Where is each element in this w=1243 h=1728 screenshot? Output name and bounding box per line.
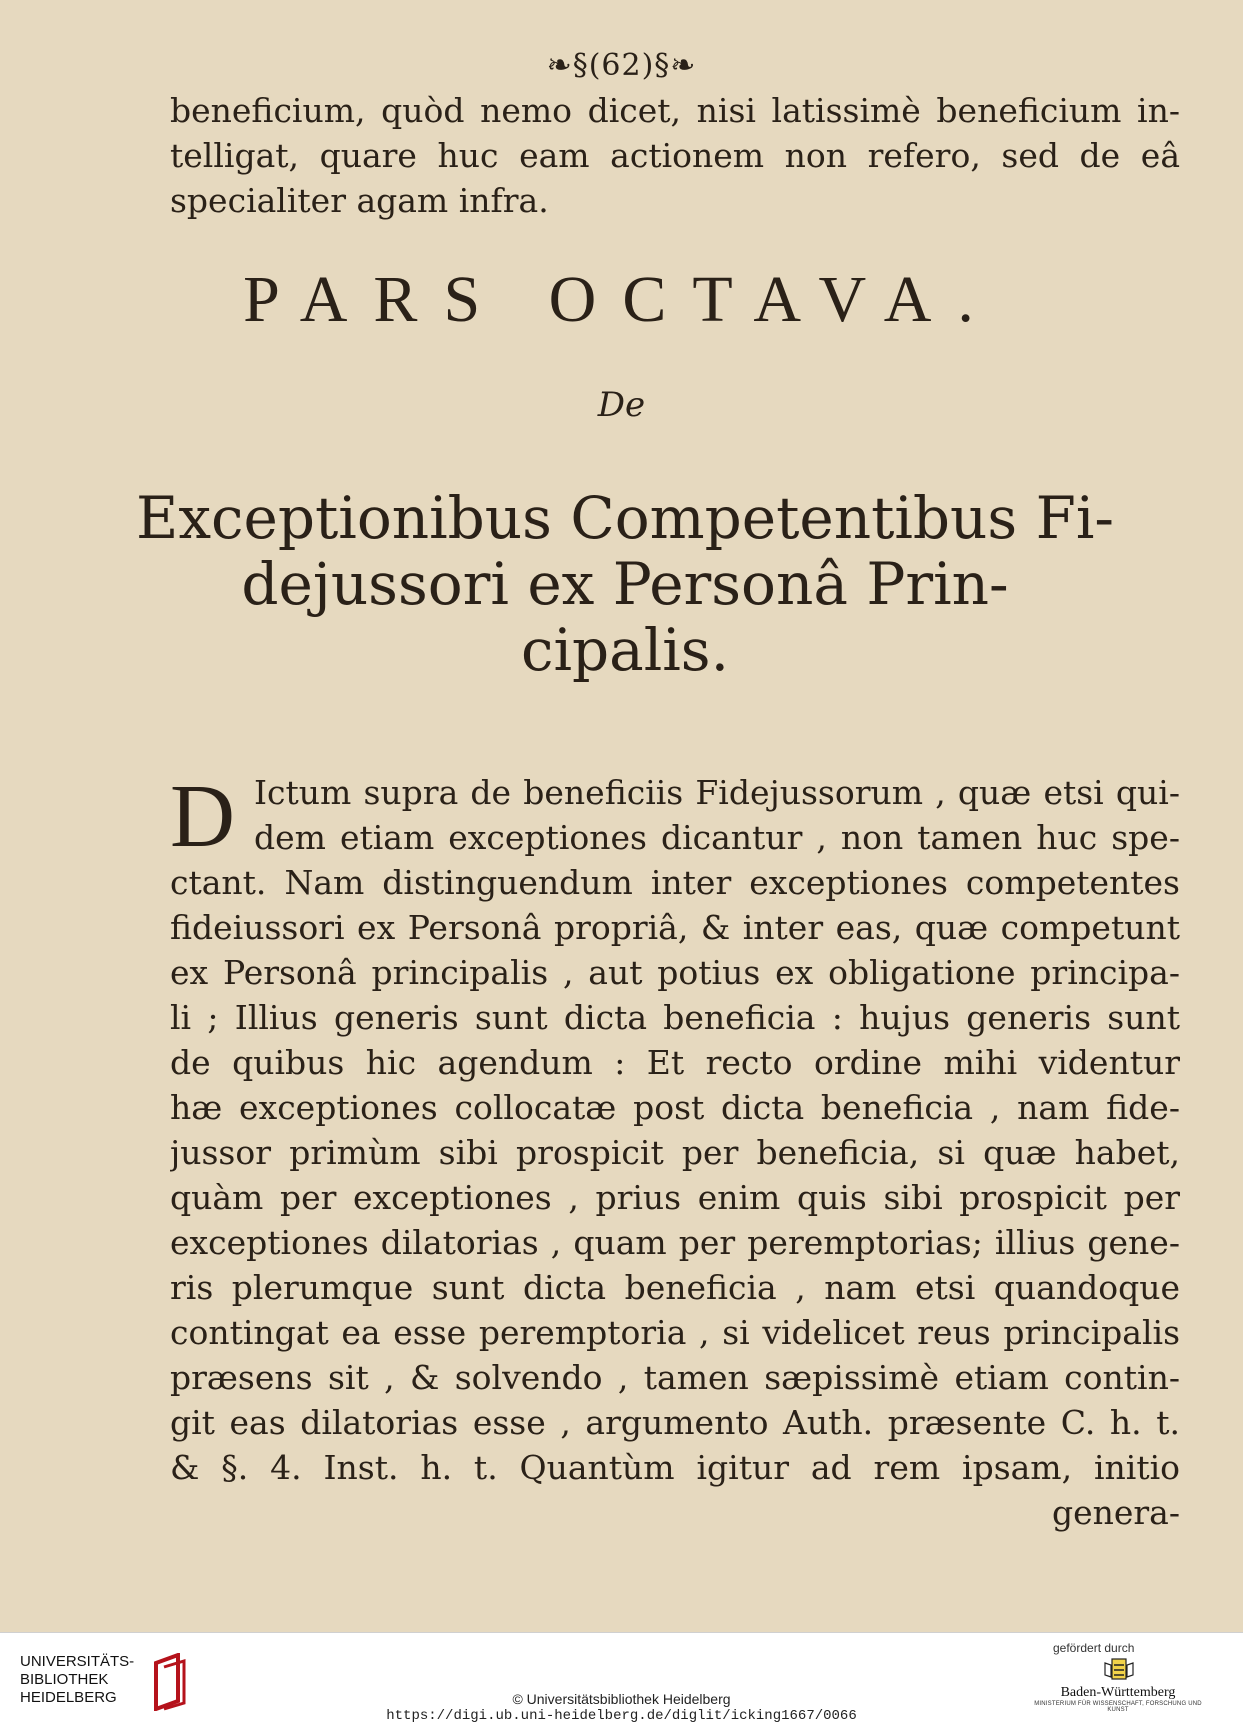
body-line: contingat ea esse peremptoria , si videlicet reus principalis <box>170 1313 1180 1352</box>
permalink-url[interactable]: https://digi.ub.uni-heidelberg.de/diglit/icking1667/0066 <box>386 1708 857 1724</box>
title-line: dejussori ex Personâ Prin- <box>241 550 1009 618</box>
body-line: ex Personâ principalis , aut potius ex obligatione principa- <box>170 953 1180 992</box>
part-heading: PARS OCTAVA. <box>243 263 1000 336</box>
section-title <box>120 485 1130 683</box>
body-line: hæ exceptiones collocatæ post dicta beneficia , nam fide- <box>170 1088 1180 1127</box>
funded-by-label: gefördert durch <box>1053 1641 1135 1655</box>
body-line: & §. 4. Inst. h. t. Quantùm igitur ad rem ipsam, initio <box>170 1448 1180 1487</box>
intro-line: telligat, quare huc eam actionem non refero, sed de eâ <box>170 136 1180 175</box>
body-line: exceptiones dilatorias , quam per peremptorias; illius gene- <box>170 1223 1180 1262</box>
page-number: ❧§(62)§❧ <box>546 48 697 83</box>
body-line: de quibus hic agendum : Et recto ordine mihi videntur <box>170 1043 1180 1082</box>
body-line: quàm per exceptiones , prius enim quis sibi prospicit per <box>170 1178 1180 1217</box>
viewer-footer <box>0 1632 1243 1728</box>
body-line: git eas dilatorias esse , argumento Auth. præsente C. h. t. <box>170 1403 1180 1442</box>
title-line: cipalis. <box>520 616 730 684</box>
body-paragraph <box>170 767 1180 1535</box>
drop-cap: D <box>170 767 235 866</box>
library-name-line: BIBLIOTHEK <box>20 1671 109 1688</box>
state-crest-icon <box>1103 1655 1135 1685</box>
ministry-name: MINISTERIUM FÜR WISSENSCHAFT, FORSCHUNG UND KUNST <box>1034 1701 1202 1713</box>
body-line: ris plerumque sunt dicta beneficia , nam etsi quandoque <box>170 1268 1180 1307</box>
body-line: li ; Illius generis sunt dicta beneficia : hujus generis sunt <box>170 998 1180 1037</box>
body-line: fideiussori ex Personâ propriâ, & inter eas, quæ competunt <box>170 908 1180 947</box>
copyright-notice: © Universitätsbibliothek Heidelberg <box>512 1691 731 1707</box>
intro-line: beneficium, quòd nemo dicet, nisi latissimè beneficium in- <box>170 91 1180 130</box>
sponsor-logo[interactable] <box>1023 1641 1213 1726</box>
intro-line: specialiter agam infra. <box>170 181 549 220</box>
state-name: Baden-Württemberg <box>1060 1685 1176 1700</box>
body-line: dem etiam exceptiones dicantur , non tamen huc spe- <box>254 818 1180 857</box>
title-line: Exceptionibus Competentibus Fi- <box>135 484 1114 552</box>
body-line: Ictum supra de beneficiis Fidejussorum , quæ etsi qui- <box>254 773 1180 812</box>
body-line: ctant. Nam distinguendum inter exceptiones competentes <box>170 863 1180 902</box>
intro-paragraph <box>170 88 1180 223</box>
library-name-line: UNIVERSITÄTS- <box>20 1653 135 1670</box>
library-name-line: HEIDELBERG <box>20 1689 117 1706</box>
de-heading: De <box>597 385 646 425</box>
body-line: præsens sit , & solvendo , tamen sæpissimè etiam contin- <box>170 1358 1180 1397</box>
body-line: jussor primùm sibi prospicit per beneficia, si quæ habet, <box>170 1133 1180 1172</box>
catchword: genera- <box>1051 1493 1180 1532</box>
